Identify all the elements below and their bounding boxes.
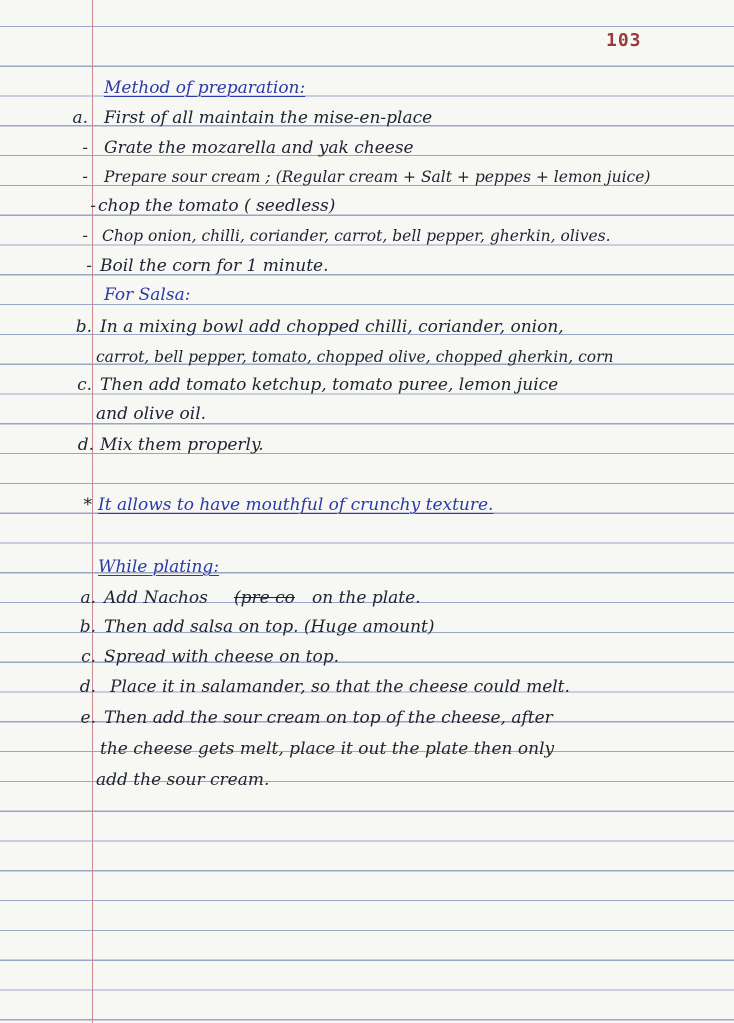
margin-line [92,0,93,1023]
step-text: Grate the mozarella and yak cheese [104,138,414,158]
step-marker: a. [72,108,88,128]
salsa-text: Then add tomato ketchup, tomato puree, lemon juice [100,375,559,395]
salsa-heading: For Salsa: [104,285,191,305]
step-text: Boil the corn for 1 minute. [100,256,329,276]
page-number: 103 [606,30,642,51]
plating-text: Spread with cheese on top. [104,647,340,667]
plating-text: Then add salsa on top. (Huge amount) [104,617,435,637]
plating-struck-text: (pre co [234,588,295,608]
step-marker: - [82,138,88,158]
plating-text-rest: on the plate. [312,588,421,608]
plating-text: Add Nachos [104,588,208,608]
step-text: First of all maintain the mise-en-place [104,108,433,128]
step-marker: - [82,226,88,246]
step-text: Chop onion, chilli, coriander, carrot, bell pepper, gherkin, olives. [102,227,611,245]
plating-text: add the sour cream. [96,770,270,790]
heading: Method of preparation: [104,78,306,98]
salsa-marker: c. [77,375,92,395]
plating-text: the cheese gets melt, place it out the plate then only [100,739,555,759]
step-marker: - [90,196,96,216]
salsa-marker: b. [75,317,92,337]
step-text: Prepare sour cream ; (Regular cream + Salt + peppes + lemon juice) [104,168,651,186]
plating-heading: While plating: [98,557,220,577]
plating-marker: c. [81,647,96,667]
plating-text: Place it in salamander, so that the cheese could melt. [110,677,570,697]
salsa-marker: d. [77,435,94,455]
salsa-text: In a mixing bowl add chopped chilli, coriander, onion, [100,317,564,337]
note-text: It allows to have mouthful of crunchy texture. [98,495,494,515]
step-text: chop the tomato ( seedless) [98,196,336,216]
plating-marker: a. [80,588,96,608]
salsa-text: Mix them properly. [100,435,264,455]
salsa-text: carrot, bell pepper, tomato, chopped olive, chopped gherkin, corn [96,348,614,366]
plating-marker: e. [80,708,96,728]
note-marker: * [83,495,92,515]
plating-text: Then add the sour cream on top of the cheese, after [104,708,553,728]
plating-marker: d. [79,677,96,697]
salsa-text: and olive oil. [96,404,207,424]
plating-marker: b. [79,617,96,637]
step-marker: - [86,256,92,276]
step-marker: - [82,167,88,187]
